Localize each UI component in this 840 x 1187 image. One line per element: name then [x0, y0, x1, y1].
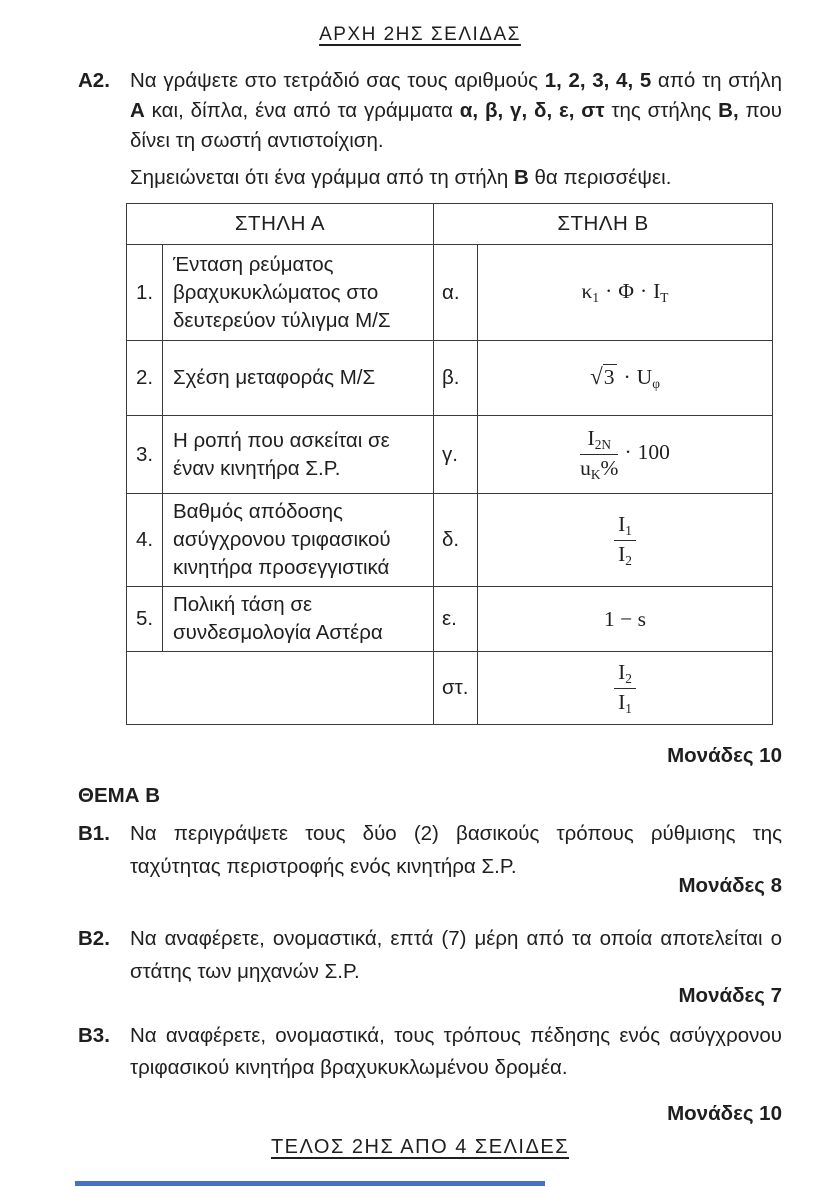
- st-den-sub: 1: [625, 700, 632, 716]
- question-b1-text: Να περιγράψετε τους δύο (2) βασικούς τρόπους ρύθμισης της ταχύτητας περιστροφής ενός κινητήρα Σ.Ρ.: [130, 822, 782, 878]
- a2-seg9: που δίνει τη σωστή αντιστοίχιση.: [130, 99, 782, 152]
- alpha-dot-2: ·: [639, 279, 648, 303]
- row-alpha-letter: α.: [434, 245, 478, 341]
- question-a2-text: [130, 66, 782, 156]
- row-gamma-formula: [478, 416, 773, 494]
- a2-seg7: της στήλης: [604, 99, 719, 122]
- row-5-description: Πολική τάση σε συνδεσμολογία Αστέρα: [163, 587, 434, 652]
- page-header-title: ΑΡΧΗ 2ΗΣ ΣΕΛΙΔΑΣ: [319, 24, 521, 45]
- table-row: [127, 245, 773, 341]
- note-col-b: Β: [514, 166, 529, 189]
- alpha-kappa-sub: 1: [592, 289, 600, 305]
- table-row: [127, 652, 773, 725]
- row-delta-letter: δ.: [434, 494, 478, 587]
- row-3-description: Η ροπή που ασκείται σε έναν κινητήρα Σ.Ρ.: [163, 416, 434, 494]
- a2-letters: α, β, γ, δ, ε, στ: [459, 99, 605, 122]
- beta-dot: ·: [623, 365, 631, 389]
- a2-seg1: Να γράψετε στο τετράδιό σας τους αριθμούς: [130, 69, 545, 92]
- st-num: I: [618, 659, 626, 684]
- table-row: [127, 416, 773, 494]
- question-b2-label: Β2.: [78, 927, 110, 950]
- radical-icon: √: [590, 364, 603, 389]
- question-b3: [78, 1020, 782, 1084]
- gamma-dot: ·: [624, 440, 632, 465]
- row-beta-formula: [478, 341, 773, 416]
- gamma-percent: %: [600, 456, 619, 480]
- delta-fraction: [614, 512, 636, 569]
- table-row: [127, 494, 773, 587]
- note-seg1: Σημειώνεται ότι ένα γράμμα από τη στήλη: [130, 166, 514, 189]
- row-4-description: Βαθμός απόδοσης ασύγχρονου τριφασικού κινητήρα προσεγγιστικά: [163, 494, 434, 587]
- beta-voltage: U: [636, 365, 653, 389]
- question-b2: [78, 922, 782, 988]
- formula-alpha: [582, 279, 669, 303]
- gamma-factor: 100: [637, 440, 670, 465]
- table-row: [127, 341, 773, 416]
- column-a-header: ΣΤΗΛΗ Α: [127, 204, 434, 245]
- bottom-accent-bar: [75, 1181, 545, 1186]
- question-b3-label: Β3.: [78, 1024, 110, 1047]
- st-den: I: [618, 689, 626, 714]
- question-b2-text: Να αναφέρετε, ονομαστικά, επτά (7) μέρη από τα οποία αποτελείται ο στάτης των μηχανών Σ.Ρ.: [130, 927, 782, 983]
- row-2-number: 2.: [127, 341, 163, 416]
- formula-st: [614, 659, 636, 716]
- gamma-den: u: [580, 456, 591, 480]
- gamma-den-sub: K: [590, 466, 601, 482]
- row-4-number: 4.: [127, 494, 163, 587]
- delta-den: I: [618, 541, 626, 566]
- delta-num: I: [618, 511, 626, 536]
- marks-b2: Μονάδες 7: [678, 984, 782, 1007]
- column-b-header: ΣΤΗΛΗ Β: [434, 204, 773, 245]
- alpha-current-sub: T: [660, 289, 669, 305]
- marks-b3: Μονάδες 10: [667, 1102, 782, 1125]
- a2-seg3: από τη στήλη: [651, 69, 782, 92]
- row-epsilon-letter: ε.: [434, 587, 478, 652]
- matching-table: [126, 203, 773, 725]
- alpha-dot-1: ·: [605, 279, 613, 303]
- theme-b-heading: ΘΕΜΑ Β: [78, 784, 160, 807]
- question-b1-label: Β1.: [78, 822, 110, 845]
- formula-gamma: [580, 426, 670, 482]
- question-a2-label: Α2.: [78, 69, 110, 92]
- formula-beta: [590, 365, 660, 389]
- a2-col-a: Α: [130, 99, 145, 122]
- question-a2-note: [130, 163, 782, 192]
- alpha-current: I: [653, 279, 661, 303]
- a2-numbers: 1, 2, 3, 4, 5: [544, 69, 652, 92]
- row-st-formula: [478, 652, 773, 725]
- row-delta-formula: [478, 494, 773, 587]
- note-seg3: θα περισσέψει.: [528, 166, 672, 189]
- gamma-num-sub: 2N: [594, 437, 612, 453]
- a2-seg5: και, δίπλα, ένα από τα γράμματα: [144, 99, 460, 122]
- delta-den-sub: 2: [625, 552, 632, 568]
- row-epsilon-formula: [478, 587, 773, 652]
- empty-cell: [127, 652, 434, 725]
- row-st-letter: στ.: [434, 652, 478, 725]
- beta-radicand: 3: [603, 364, 618, 389]
- gamma-fraction: [580, 426, 618, 483]
- row-3-number: 3.: [127, 416, 163, 494]
- formula-epsilon: 1 − s: [604, 606, 646, 631]
- row-beta-letter: β.: [434, 341, 478, 416]
- delta-num-sub: 1: [625, 522, 632, 538]
- table-row: [127, 587, 773, 652]
- st-num-sub: 2: [625, 670, 632, 686]
- row-5-number: 5.: [127, 587, 163, 652]
- row-gamma-letter: γ.: [434, 416, 478, 494]
- formula-delta: [614, 511, 636, 568]
- gamma-num: I: [587, 426, 595, 451]
- a2-col-b: Β,: [718, 99, 739, 122]
- table-header-row: [127, 204, 773, 245]
- row-2-description: Σχέση μεταφοράς Μ/Σ: [163, 341, 434, 416]
- marks-b1: Μονάδες 8: [678, 874, 782, 897]
- marks-a2: Μονάδες 10: [667, 744, 782, 767]
- page-footer-title: ΤΕΛΟΣ 2ΗΣ ΑΠΟ 4 ΣΕΛΙΔΕΣ: [270, 1136, 570, 1158]
- question-b3-text: Να αναφέρετε, ονομαστικά, τους τρόπους πέδησης ενός ασύγχρονου τριφασικού κινητήρα βραχυκυκλωμένου δρομέα.: [130, 1024, 782, 1079]
- row-1-description: Ένταση ρεύματος βραχυκυκλώματος στο δευτερεύον τύλιγμα Μ/Σ: [163, 245, 434, 341]
- alpha-kappa: κ: [581, 279, 593, 303]
- row-1-number: 1.: [127, 245, 163, 341]
- beta-voltage-sub: φ: [652, 375, 660, 391]
- st-fraction: [614, 660, 636, 717]
- question-a2: [78, 66, 782, 156]
- row-alpha-formula: [478, 245, 773, 341]
- alpha-phi: Φ: [618, 279, 634, 303]
